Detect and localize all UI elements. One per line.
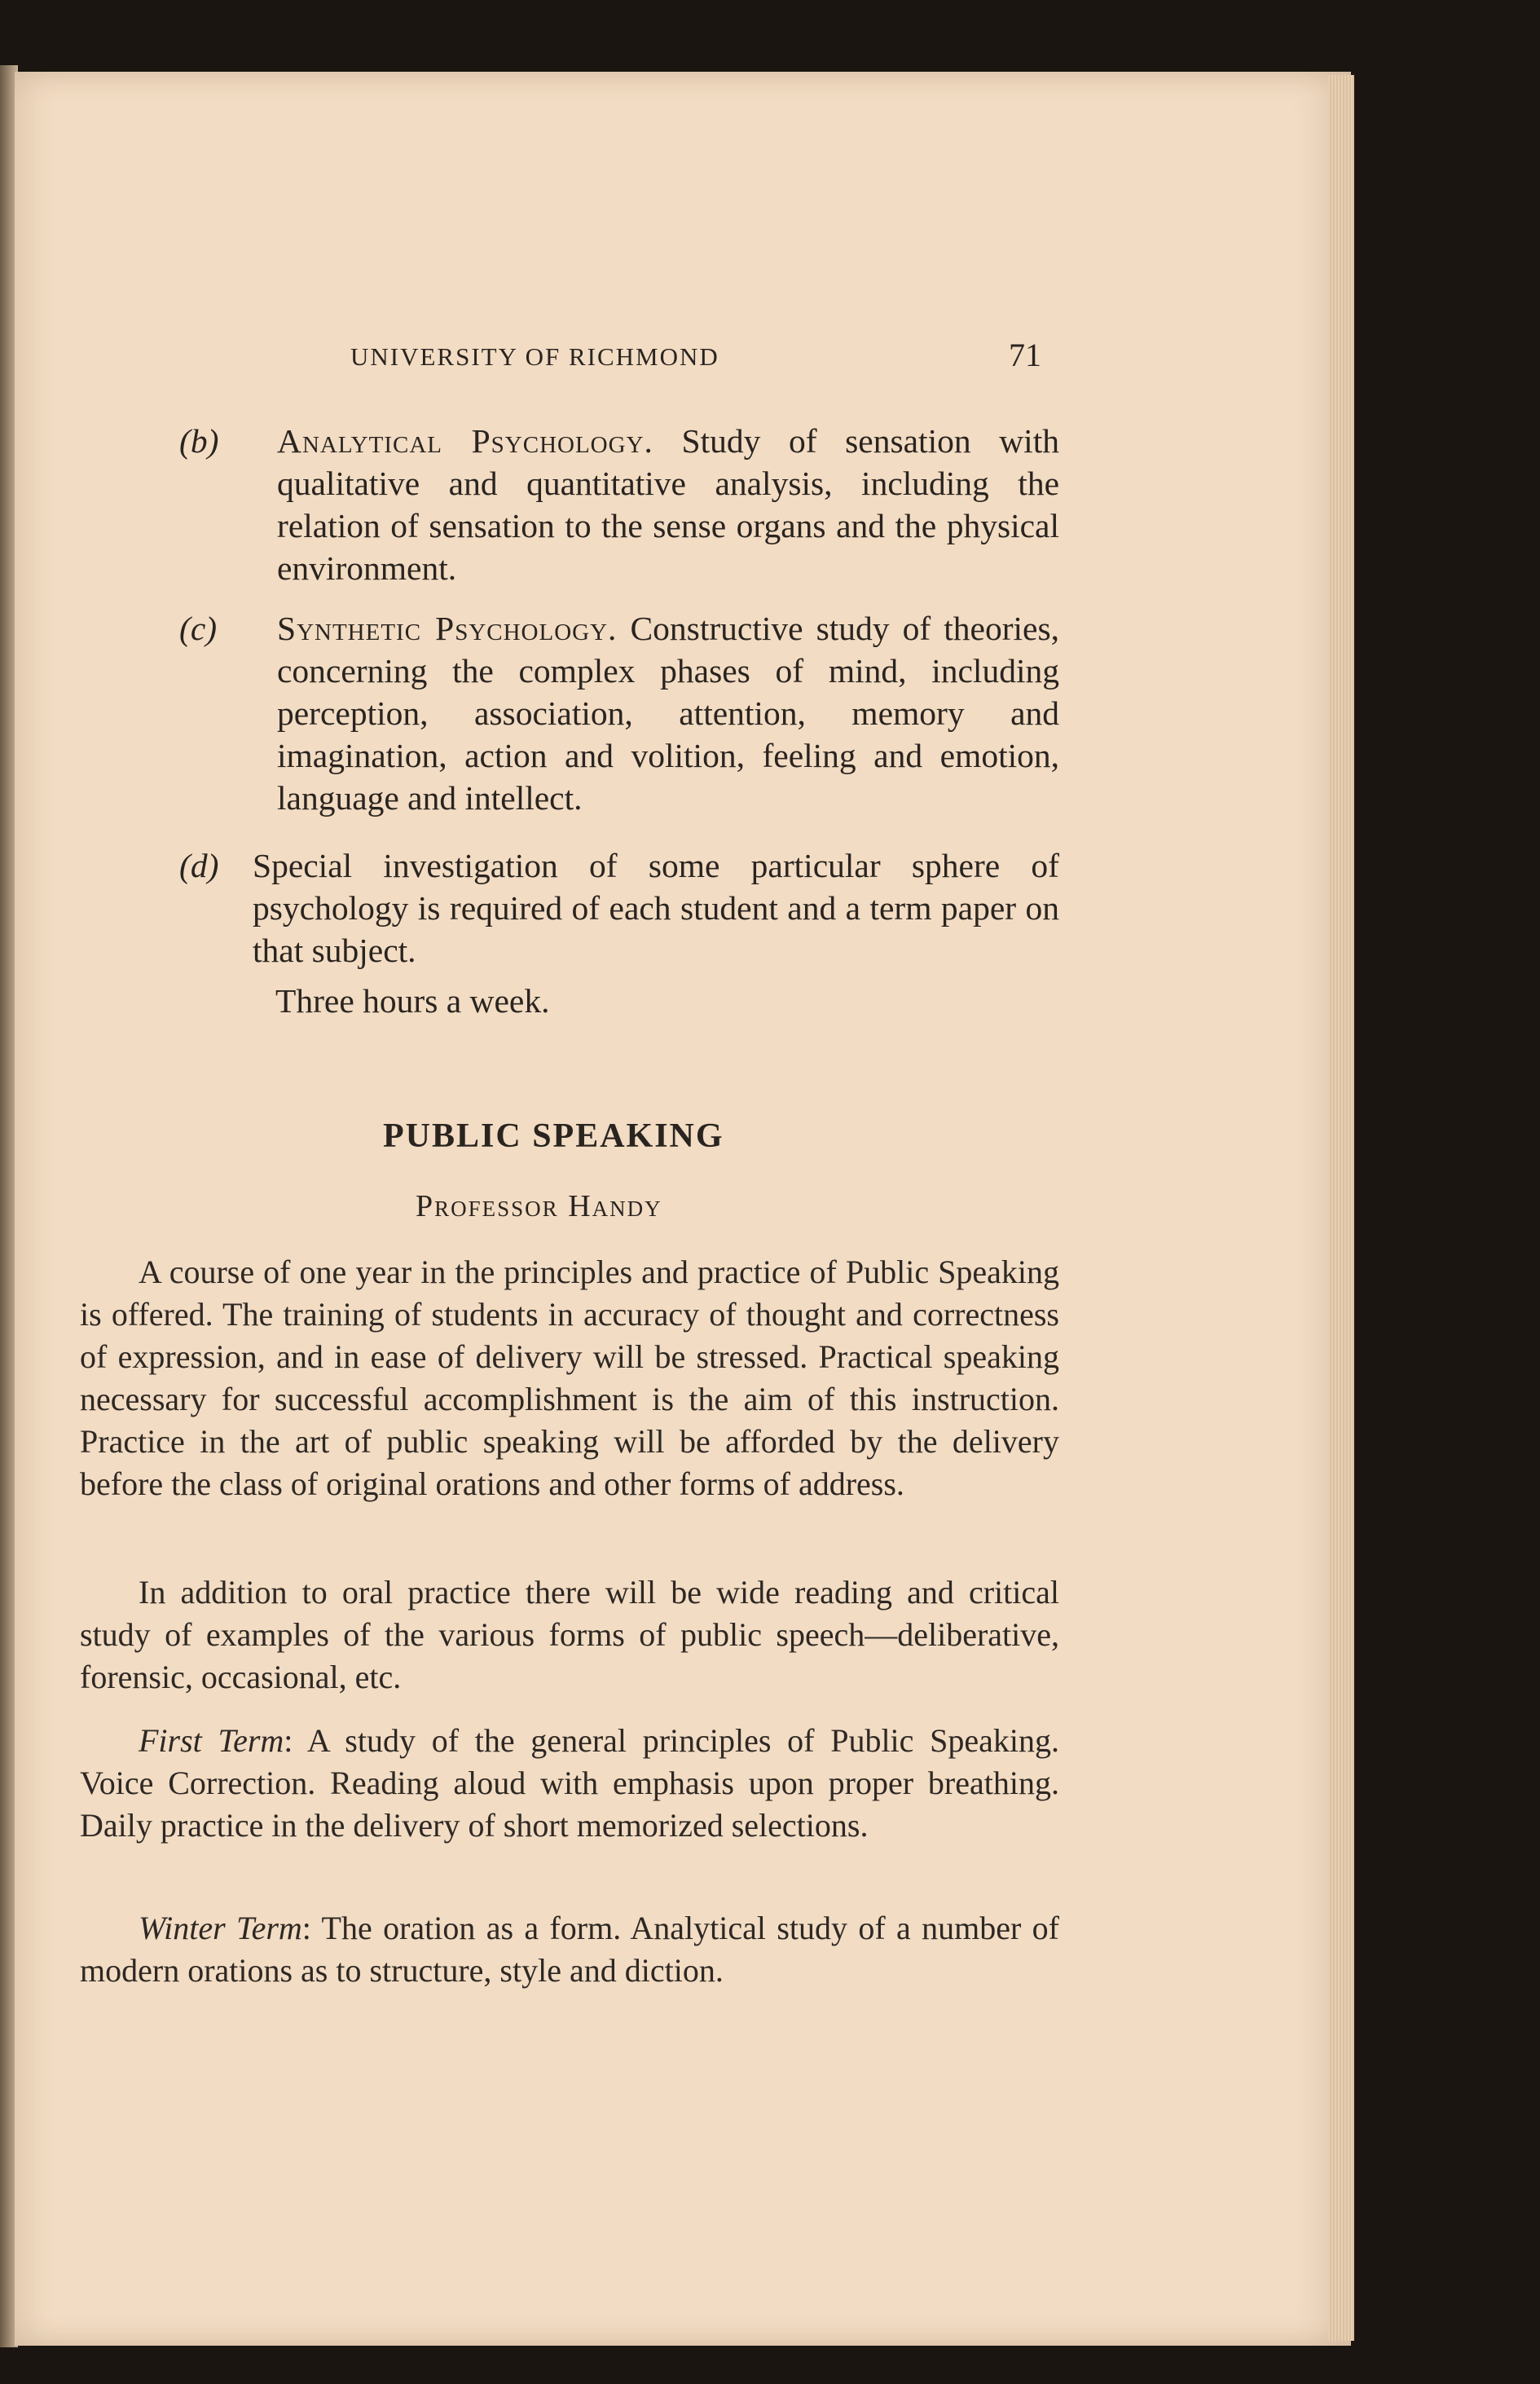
item-marker: (b) — [179, 422, 219, 460]
section-heading: PUBLIC SPEAKING — [383, 1117, 724, 1155]
paragraph-text: : A study of the general principles of Public Speaking. Voice Correction. Reading aloud with emphasis upon proper breathing. Daily practice in the delivery of short memorized selections. — [80, 1722, 1060, 1844]
item-text: Study of sensation with qualitative and quantitative analysis, including the relation of sensation to the sense organs and the physical environment. — [277, 422, 1059, 587]
running-head: UNIVERSITY OF RICHMOND — [350, 342, 719, 371]
list-item-synthetic — [81, 607, 1059, 819]
page-number: 71 — [1009, 337, 1041, 373]
paragraph-text: : The oration as a form. Analytical study of a number of modern orations as to structure, style and diction. — [80, 1910, 1059, 1989]
term-label: First Term — [139, 1722, 284, 1759]
paragraph-intro — [80, 1251, 1059, 1505]
item-marker: (d) — [179, 847, 219, 884]
hours-note: Three hours a week. — [275, 982, 550, 1020]
list-item-special — [81, 844, 1059, 972]
list-item-analytical — [81, 420, 1059, 589]
page-stack-edge — [1328, 75, 1354, 2341]
paragraph-winter-term — [80, 1907, 1059, 1992]
item-marker: (c) — [179, 610, 218, 647]
item-title: Synthetic Psychology. — [277, 610, 618, 647]
item-title: Analytical Psychology. — [277, 422, 653, 460]
paragraph-text: In addition to oral practice there will be wide reading and critical study of examples of the various forms of public speech—deliberative, forensic, occasional, etc. — [80, 1574, 1059, 1695]
term-label: Winter Term — [139, 1910, 302, 1946]
paragraph-first-term — [80, 1720, 1059, 1847]
item-text: Constructive study of theories, concerning the complex phases of mind, including perception, association, attention, memory and imagination, action and volition, feeling and emotion, language and intellect. — [277, 610, 1059, 817]
professor-name: Professor Handy — [416, 1189, 662, 1223]
paragraph-oral-practice — [80, 1571, 1059, 1699]
paragraph-text: A course of one year in the principles and practice of Public Speaking is offered. The training of students in accuracy of thought and correctness of expression, and in ease of delivery will be stressed. Practical speaking necessary for successful accomplishment is the aim of this instruction. Practice in the art of public speaking will be afforded by the delivery before the class of original orations and other forms of address. — [80, 1254, 1059, 1502]
book-page — [15, 72, 1351, 2346]
item-text: Special investigation of some particular sphere of psychology is required of each student and a term paper on that subject. — [253, 847, 1059, 969]
